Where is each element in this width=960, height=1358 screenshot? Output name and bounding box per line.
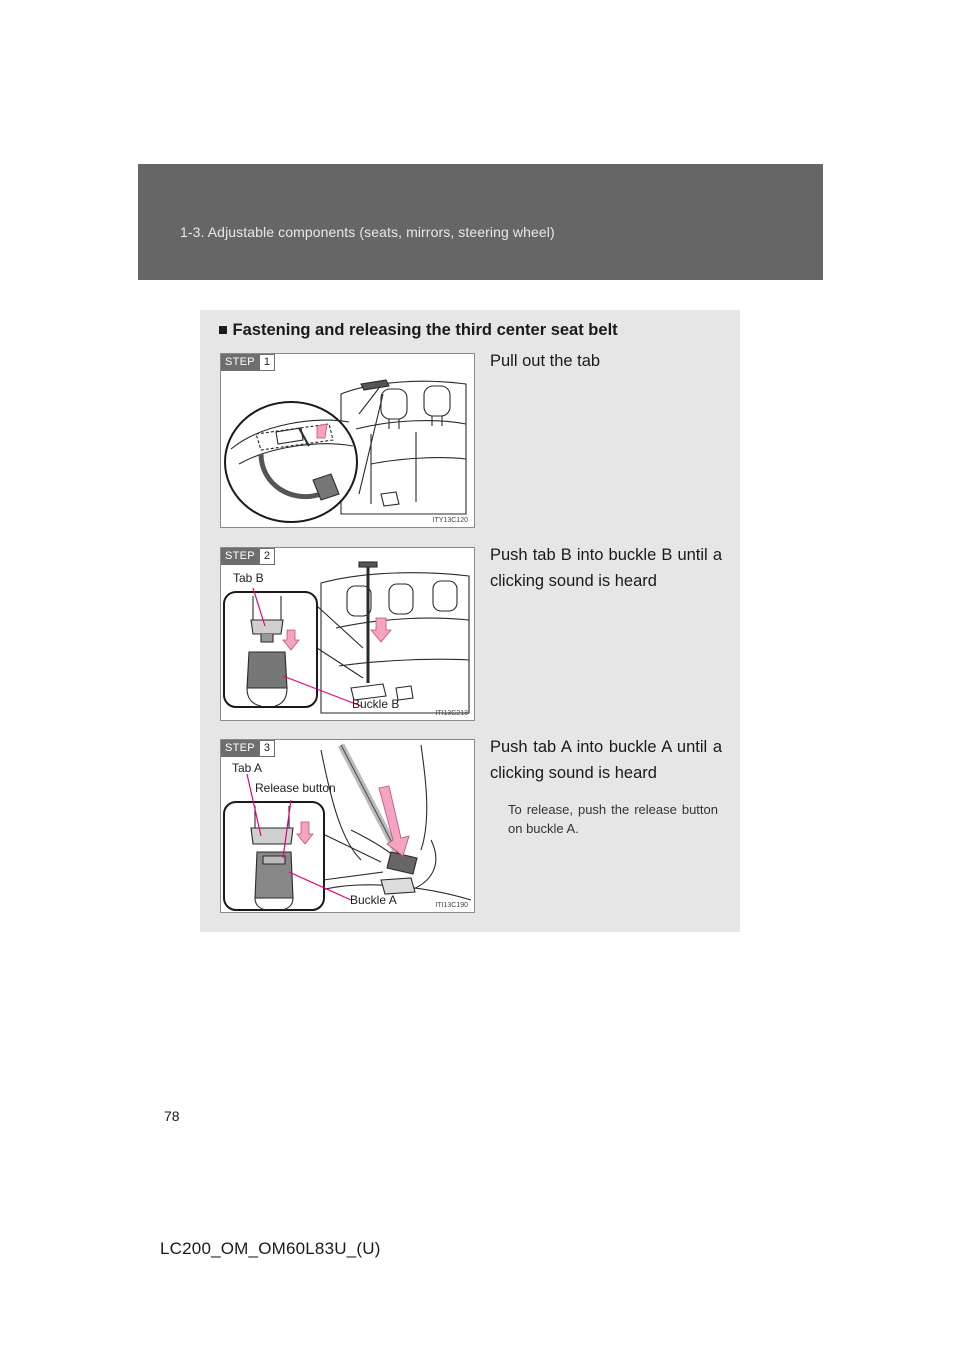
- step-1-instruction: Pull out the tab: [490, 352, 601, 370]
- step-3-release-note: To release, push the release button on buckle A.: [508, 802, 718, 836]
- step-2-figure-code: ITI13C213: [435, 710, 468, 717]
- instruction-panel: [200, 310, 740, 932]
- step-1-badge-word: STEP: [221, 354, 260, 371]
- document-code: LC200_OM_OM60L83U_(U): [160, 1239, 381, 1258]
- step-3-callout-buckle-a: Buckle A: [350, 893, 397, 907]
- chapter-section-path: 1-3. Adjustable components (seats, mirrors, steering wheel): [180, 224, 555, 240]
- step-1-badge: [221, 354, 275, 371]
- chapter-header-band: [138, 164, 823, 280]
- step-2-instruction: Push tab B into buckle B until a clicking sound is heard: [490, 546, 722, 590]
- step-3-figure-code: ITI13C190: [435, 902, 468, 909]
- step-1-figure-code: ITY13C120: [432, 517, 468, 524]
- step-2-badge-word: STEP: [221, 548, 260, 565]
- step-3-callout-release-button: Release button: [255, 781, 336, 795]
- step-2-callout-buckle-b: Buckle B: [352, 697, 400, 711]
- step-2-callout-tab-b: Tab B: [233, 571, 264, 585]
- step-3-badge-word: STEP: [221, 740, 260, 757]
- section-title: ■ Fastening and releasing the third center seat belt: [218, 321, 618, 339]
- step-3-instruction: Push tab A into buckle A until a clicking sound is heard: [490, 738, 722, 782]
- step-2-figure: [220, 547, 475, 721]
- step-1-illustration: [221, 354, 475, 528]
- step-1-figure: [220, 353, 475, 528]
- step-2-badge-number: 2: [260, 548, 275, 565]
- step-3-badge: [221, 740, 275, 757]
- step-3-figure: [220, 739, 475, 913]
- step-1-badge-number: 1: [260, 354, 275, 371]
- step-3-callout-tab-a: Tab A: [232, 761, 263, 775]
- page-number: 78: [164, 1108, 180, 1124]
- step-2-badge: [221, 548, 275, 565]
- step-3-badge-number: 3: [260, 740, 275, 757]
